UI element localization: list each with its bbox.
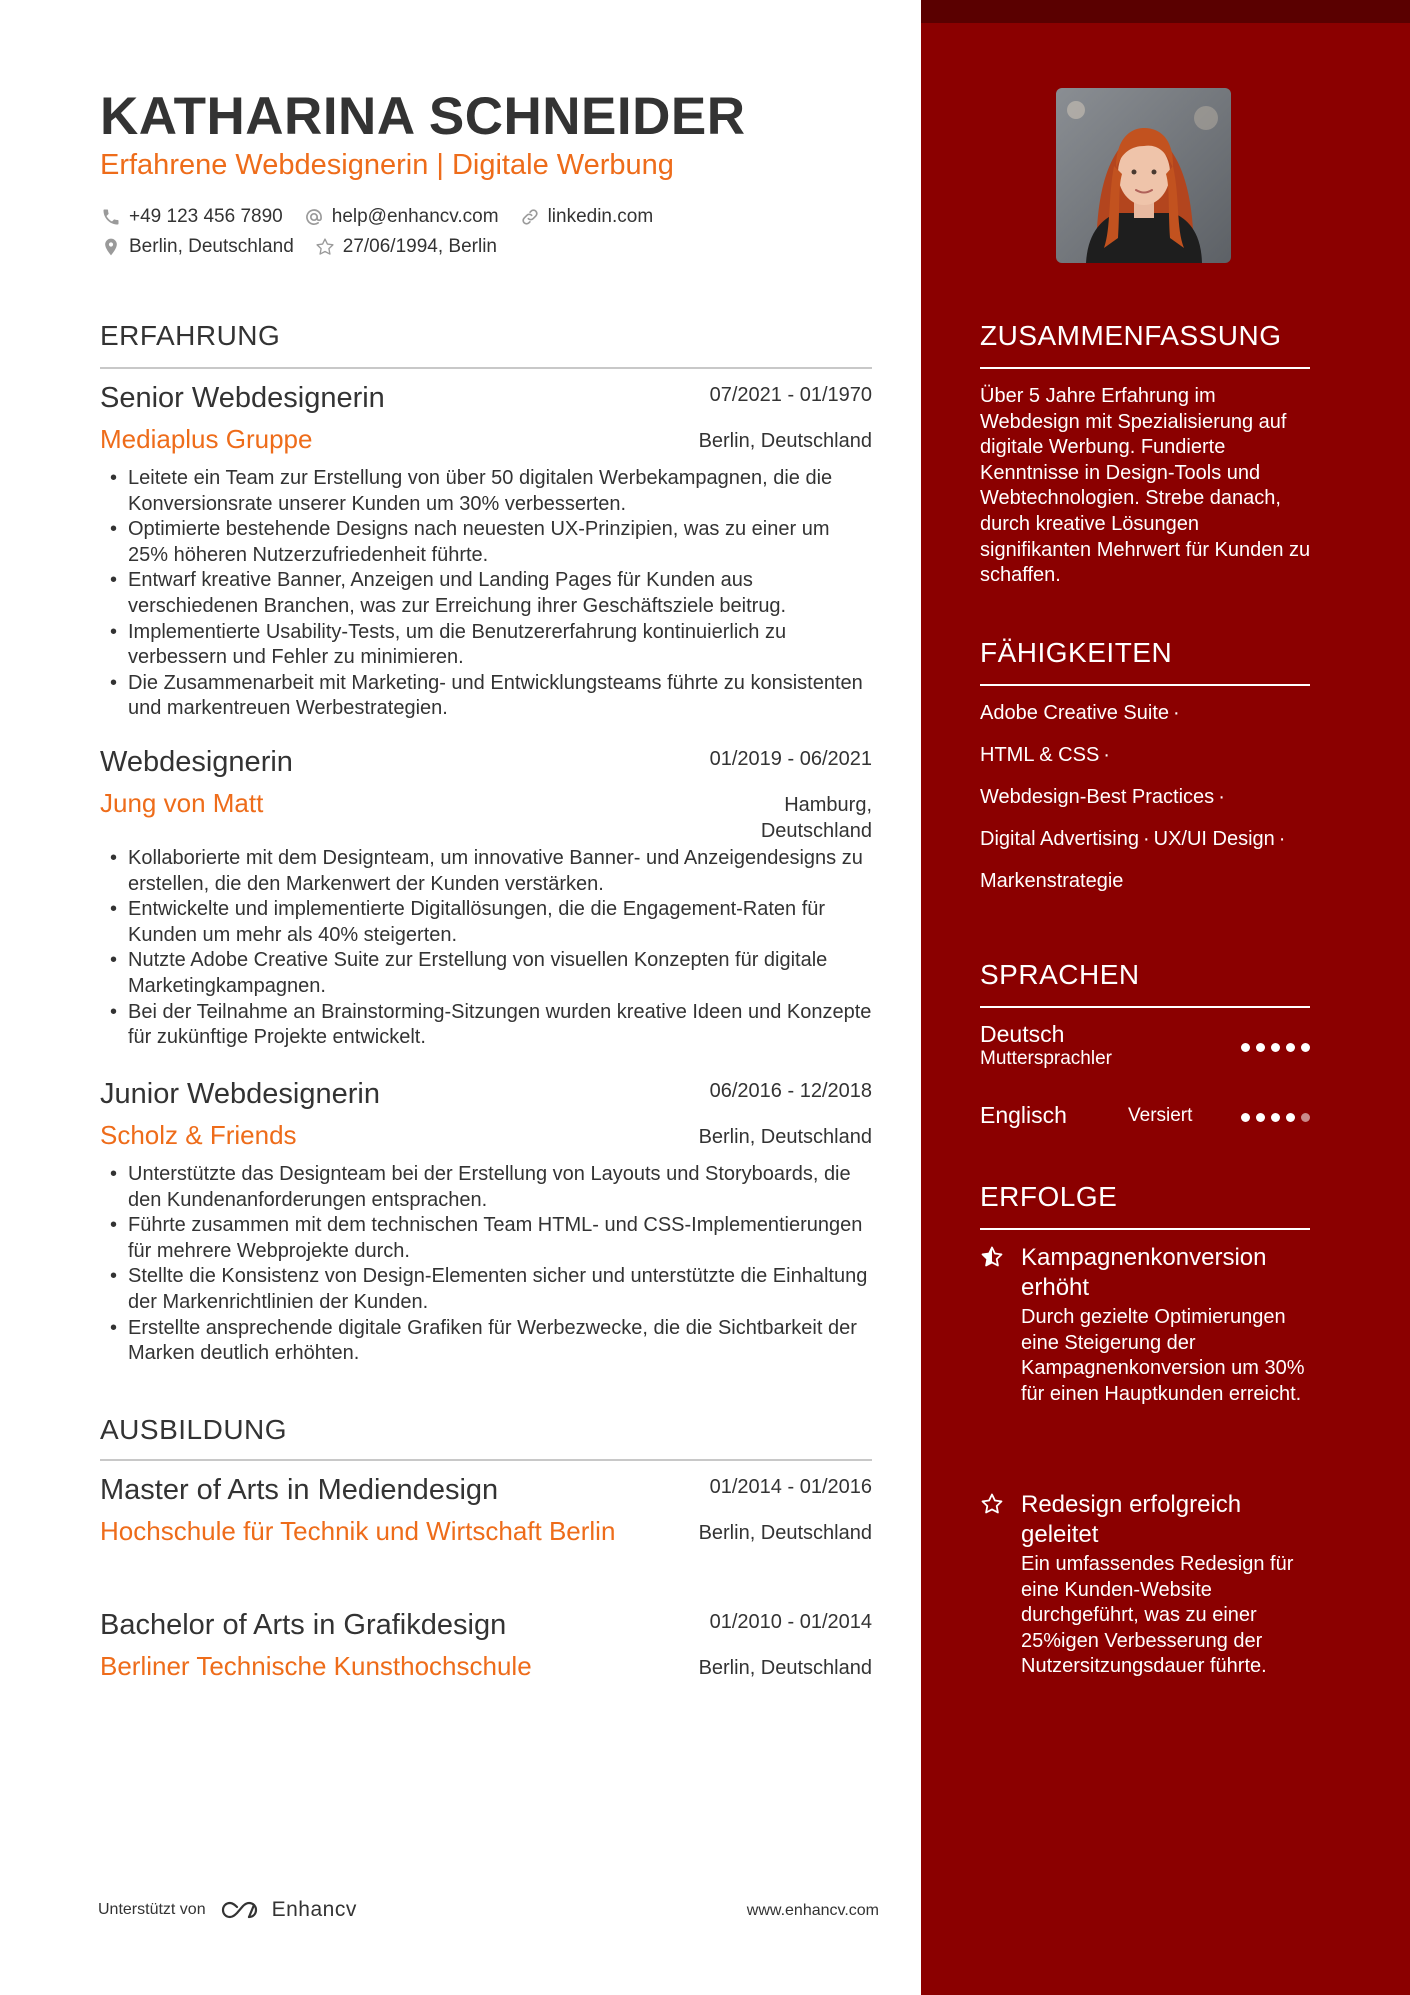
achievement-description: Durch gezielte Optimierungen eine Steigerung der Kampagnenkonversion um 30% für einen Hauptkunden erreicht.	[1021, 1306, 1305, 1405]
skill-separator: ·	[1173, 702, 1180, 724]
footer-url[interactable]: www.enhancv.com	[746, 1902, 879, 1919]
rating-dot-filled	[1286, 1113, 1295, 1122]
skill-tag: HTML & CSS	[980, 744, 1100, 766]
bullet-item: • Entwarf kreative Banner, Anzeigen und Landing Pages für Kunden aus verschiedenen Branchen, was zur Erreichung ihrer Geschäftsziele beitrug.	[100, 568, 872, 619]
rating-dot-filled	[1241, 1043, 1250, 1052]
job-bullets	[100, 466, 872, 722]
achievements-divider	[980, 1228, 1310, 1230]
education-location: Berlin, Deutschland	[698, 1522, 872, 1544]
education-entry	[100, 1474, 872, 1556]
bullet-item: • Implementierte Usability-Tests, um die Benutzererfahrung kontinuierlich zu verbessern und Fehler zu minimieren.	[100, 620, 872, 671]
experience-entry	[100, 382, 872, 722]
link-icon	[519, 206, 541, 228]
skills-list	[980, 696, 1340, 906]
language-rating	[1241, 1113, 1310, 1122]
bullet-item: • Die Zusammenarbeit mit Marketing- und Entwicklungsteams führte zu konsistenten und markentreuen Werbestrategien.	[100, 671, 872, 722]
language-level: Muttersprachler	[980, 1048, 1112, 1069]
email-text: help@enhancv.com	[331, 206, 499, 227]
sidebar-top-band	[921, 0, 1410, 23]
enhancv-logo-icon	[218, 1898, 266, 1922]
sidebar	[921, 0, 1410, 1995]
education-location: Berlin, Deutschland	[698, 1657, 872, 1679]
languages-heading: SPRACHEN	[980, 959, 1140, 990]
school-name: Hochschule für Technik und Wirtschaft Berlin	[100, 1516, 616, 1546]
phone-text: +49 123 456 7890	[129, 206, 283, 227]
skill-separator: ·	[1103, 744, 1110, 766]
education-entry	[100, 1609, 872, 1691]
language-item	[980, 1102, 1310, 1134]
rating-dot-filled	[1256, 1113, 1265, 1122]
skill-tag: Webdesign-Best Practices	[980, 786, 1215, 808]
bullet-item: • Erstellte ansprechende digitale Grafiken für Werbezwecke, die die Sichtbarkeit der Marken deutlich erhöhten.	[100, 1316, 872, 1367]
footer	[98, 1894, 879, 1924]
skill-tag: UX/UI Design	[1153, 828, 1275, 850]
job-bullets	[100, 846, 872, 1051]
contact-phone[interactable]	[100, 206, 283, 228]
experience-entry	[100, 746, 872, 1051]
contact-birth	[314, 236, 497, 258]
bullet-item: • Entwickelte und implementierte Digitallösungen, die die Engagement-Raten für Kunden um mehr als 40% steigerten.	[100, 897, 872, 948]
education-dates: 01/2010 - 01/2014	[709, 1611, 872, 1633]
bullet-item: • Nutzte Adobe Creative Suite zur Erstellung von visuellen Konzepten für digitale Marketingkampagnen.	[100, 948, 872, 999]
skill-separator: ·	[1278, 828, 1286, 850]
skill-tag: Adobe Creative Suite	[980, 702, 1170, 724]
degree-title: Bachelor of Arts in Grafikdesign	[100, 1609, 507, 1641]
job-dates: 01/2019 - 06/2021	[709, 748, 872, 770]
contact-info	[100, 202, 673, 262]
candidate-headline: Erfahrene Webdesignerin | Digitale Werbung	[100, 149, 674, 181]
bullet-item: • Unterstützte das Designteam bei der Erstellung von Layouts und Storyboards, die den Kundenanforderungen entsprachen.	[100, 1162, 872, 1213]
rating-dot-filled	[1271, 1113, 1280, 1122]
birth-text: 27/06/1994, Berlin	[342, 236, 497, 257]
language-rating	[1241, 1043, 1310, 1052]
phone-icon	[100, 206, 122, 228]
achievement-item	[980, 1243, 1315, 1407]
skills-divider	[980, 684, 1310, 686]
rating-dot-filled	[1256, 1043, 1265, 1052]
summary-heading: ZUSAMMENFASSUNG	[980, 320, 1282, 351]
language-name: Deutsch	[980, 1021, 1065, 1047]
company-name: Mediaplus Gruppe	[100, 424, 313, 454]
bullet-item: • Leitete ein Team zur Erstellung von über 50 digitalen Werbekampagnen, die die Konversionsrate unserer Kunden um 30% verbesserten.	[100, 466, 872, 517]
job-location	[761, 792, 872, 844]
achievement-item	[980, 1490, 1315, 1680]
achievement-title: Redesign erfolgreich geleitet	[1021, 1491, 1242, 1548]
language-level: Versiert	[1128, 1105, 1193, 1126]
job-location: Berlin, Deutschland	[698, 1126, 872, 1148]
location-text: Berlin, Deutschland	[129, 236, 294, 257]
skill-separator: ·	[1142, 828, 1150, 850]
bullet-item: • Optimierte bestehende Designs nach neuesten UX-Prinzipien, was zu einer um 25% höheren Nutzerzufriedenheit führte.	[100, 517, 872, 568]
rating-dot-filled	[1286, 1043, 1295, 1052]
education-dates: 01/2014 - 01/2016	[709, 1476, 872, 1498]
achievements-heading: ERFOLGE	[980, 1181, 1118, 1212]
linkedin-text: linkedin.com	[547, 206, 654, 227]
bullet-item: • Führte zusammen mit dem technischen Team HTML- und CSS-Implementierungen für mehrere Webprojekte durch.	[100, 1213, 872, 1264]
summary-divider	[980, 367, 1310, 369]
rating-dot-filled	[1271, 1043, 1280, 1052]
school-name: Berliner Technische Kunsthochschule	[100, 1651, 532, 1681]
job-dates: 07/2021 - 01/1970	[709, 384, 872, 406]
achievement-title: Kampagnenkonversion erhöht	[1021, 1244, 1267, 1301]
job-location-line: Deutschland	[760, 820, 872, 842]
skill-separator: ·	[1218, 786, 1225, 808]
education-heading: AUSBILDUNG	[100, 1414, 288, 1445]
star-outline-icon	[980, 1492, 1004, 1516]
star-icon	[314, 236, 336, 258]
candidate-name: KATHARINA SCHNEIDER	[100, 87, 746, 146]
skills-heading: FÄHIGKEITEN	[980, 637, 1173, 668]
job-bullets	[100, 1162, 872, 1367]
at-icon	[303, 206, 325, 228]
rating-dot-filled	[1301, 1043, 1310, 1052]
star-half-icon	[980, 1245, 1004, 1269]
job-dates: 06/2016 - 12/2018	[709, 1080, 872, 1102]
job-title: Webdesignerin	[100, 746, 293, 778]
company-name: Scholz & Friends	[100, 1120, 297, 1150]
languages-divider	[980, 1006, 1310, 1008]
contact-location	[100, 236, 294, 258]
profile-photo-image	[1056, 88, 1231, 263]
profile-photo	[1056, 88, 1231, 263]
enhancv-logo-text: Enhancv	[271, 1898, 357, 1921]
contact-email[interactable]	[303, 206, 499, 228]
summary-text: Über 5 Jahre Erfahrung im Webdesign mit Spezialisierung auf digitale Werbung. Fundierte Kenntnisse in Design-Tools und Webtechnologien. Strebe danach, durch kreative Lösungen signifikanten Mehrwert für Kunden zu schaffen.	[980, 385, 1311, 587]
language-item	[980, 1021, 1310, 1081]
degree-title: Master of Arts in Mediendesign	[100, 1474, 499, 1506]
experience-entry	[100, 1078, 872, 1367]
powered-by-text: Unterstützt von	[98, 1901, 206, 1918]
location-pin-icon	[100, 236, 122, 258]
rating-dot-filled	[1241, 1113, 1250, 1122]
language-name: Englisch	[980, 1102, 1067, 1128]
achievement-description: Ein umfassendes Redesign für eine Kunden-Website durchgeführt, was zu einer 25%igen Verbesserung der Nutzersitzungsdauer führte.	[1021, 1553, 1294, 1678]
bullet-item: • Bei der Teilnahme an Brainstorming-Sitzungen wurden kreative Ideen und Konzepte für zukünftige Projekte entwickelt.	[100, 1000, 872, 1051]
experience-divider	[100, 367, 872, 369]
bullet-item: • Stellte die Konsistenz von Design-Elementen sicher und unterstützte die Einhaltung der Markenrichtlinien der Kunden.	[100, 1264, 872, 1315]
company-name: Jung von Matt	[100, 788, 264, 818]
rating-dot-empty	[1301, 1113, 1310, 1122]
bullet-item: • Kollaborierte mit dem Designteam, um innovative Banner- und Anzeigendesigns zu erstellen, die den Markenwert der Kunden verstärken.	[100, 846, 872, 897]
skill-tag: Digital Advertising	[980, 828, 1139, 850]
education-divider	[100, 1459, 872, 1461]
job-title: Junior Webdesignerin	[100, 1078, 380, 1110]
contact-linkedin[interactable]	[519, 206, 654, 228]
experience-heading: ERFAHRUNG	[100, 320, 281, 351]
job-location: Berlin, Deutschland	[698, 430, 872, 452]
job-title: Senior Webdesignerin	[100, 382, 385, 414]
job-location-line: Hamburg,	[784, 794, 872, 816]
skill-tag: Markenstrategie	[980, 870, 1124, 892]
enhancv-logo[interactable]	[218, 1898, 357, 1922]
